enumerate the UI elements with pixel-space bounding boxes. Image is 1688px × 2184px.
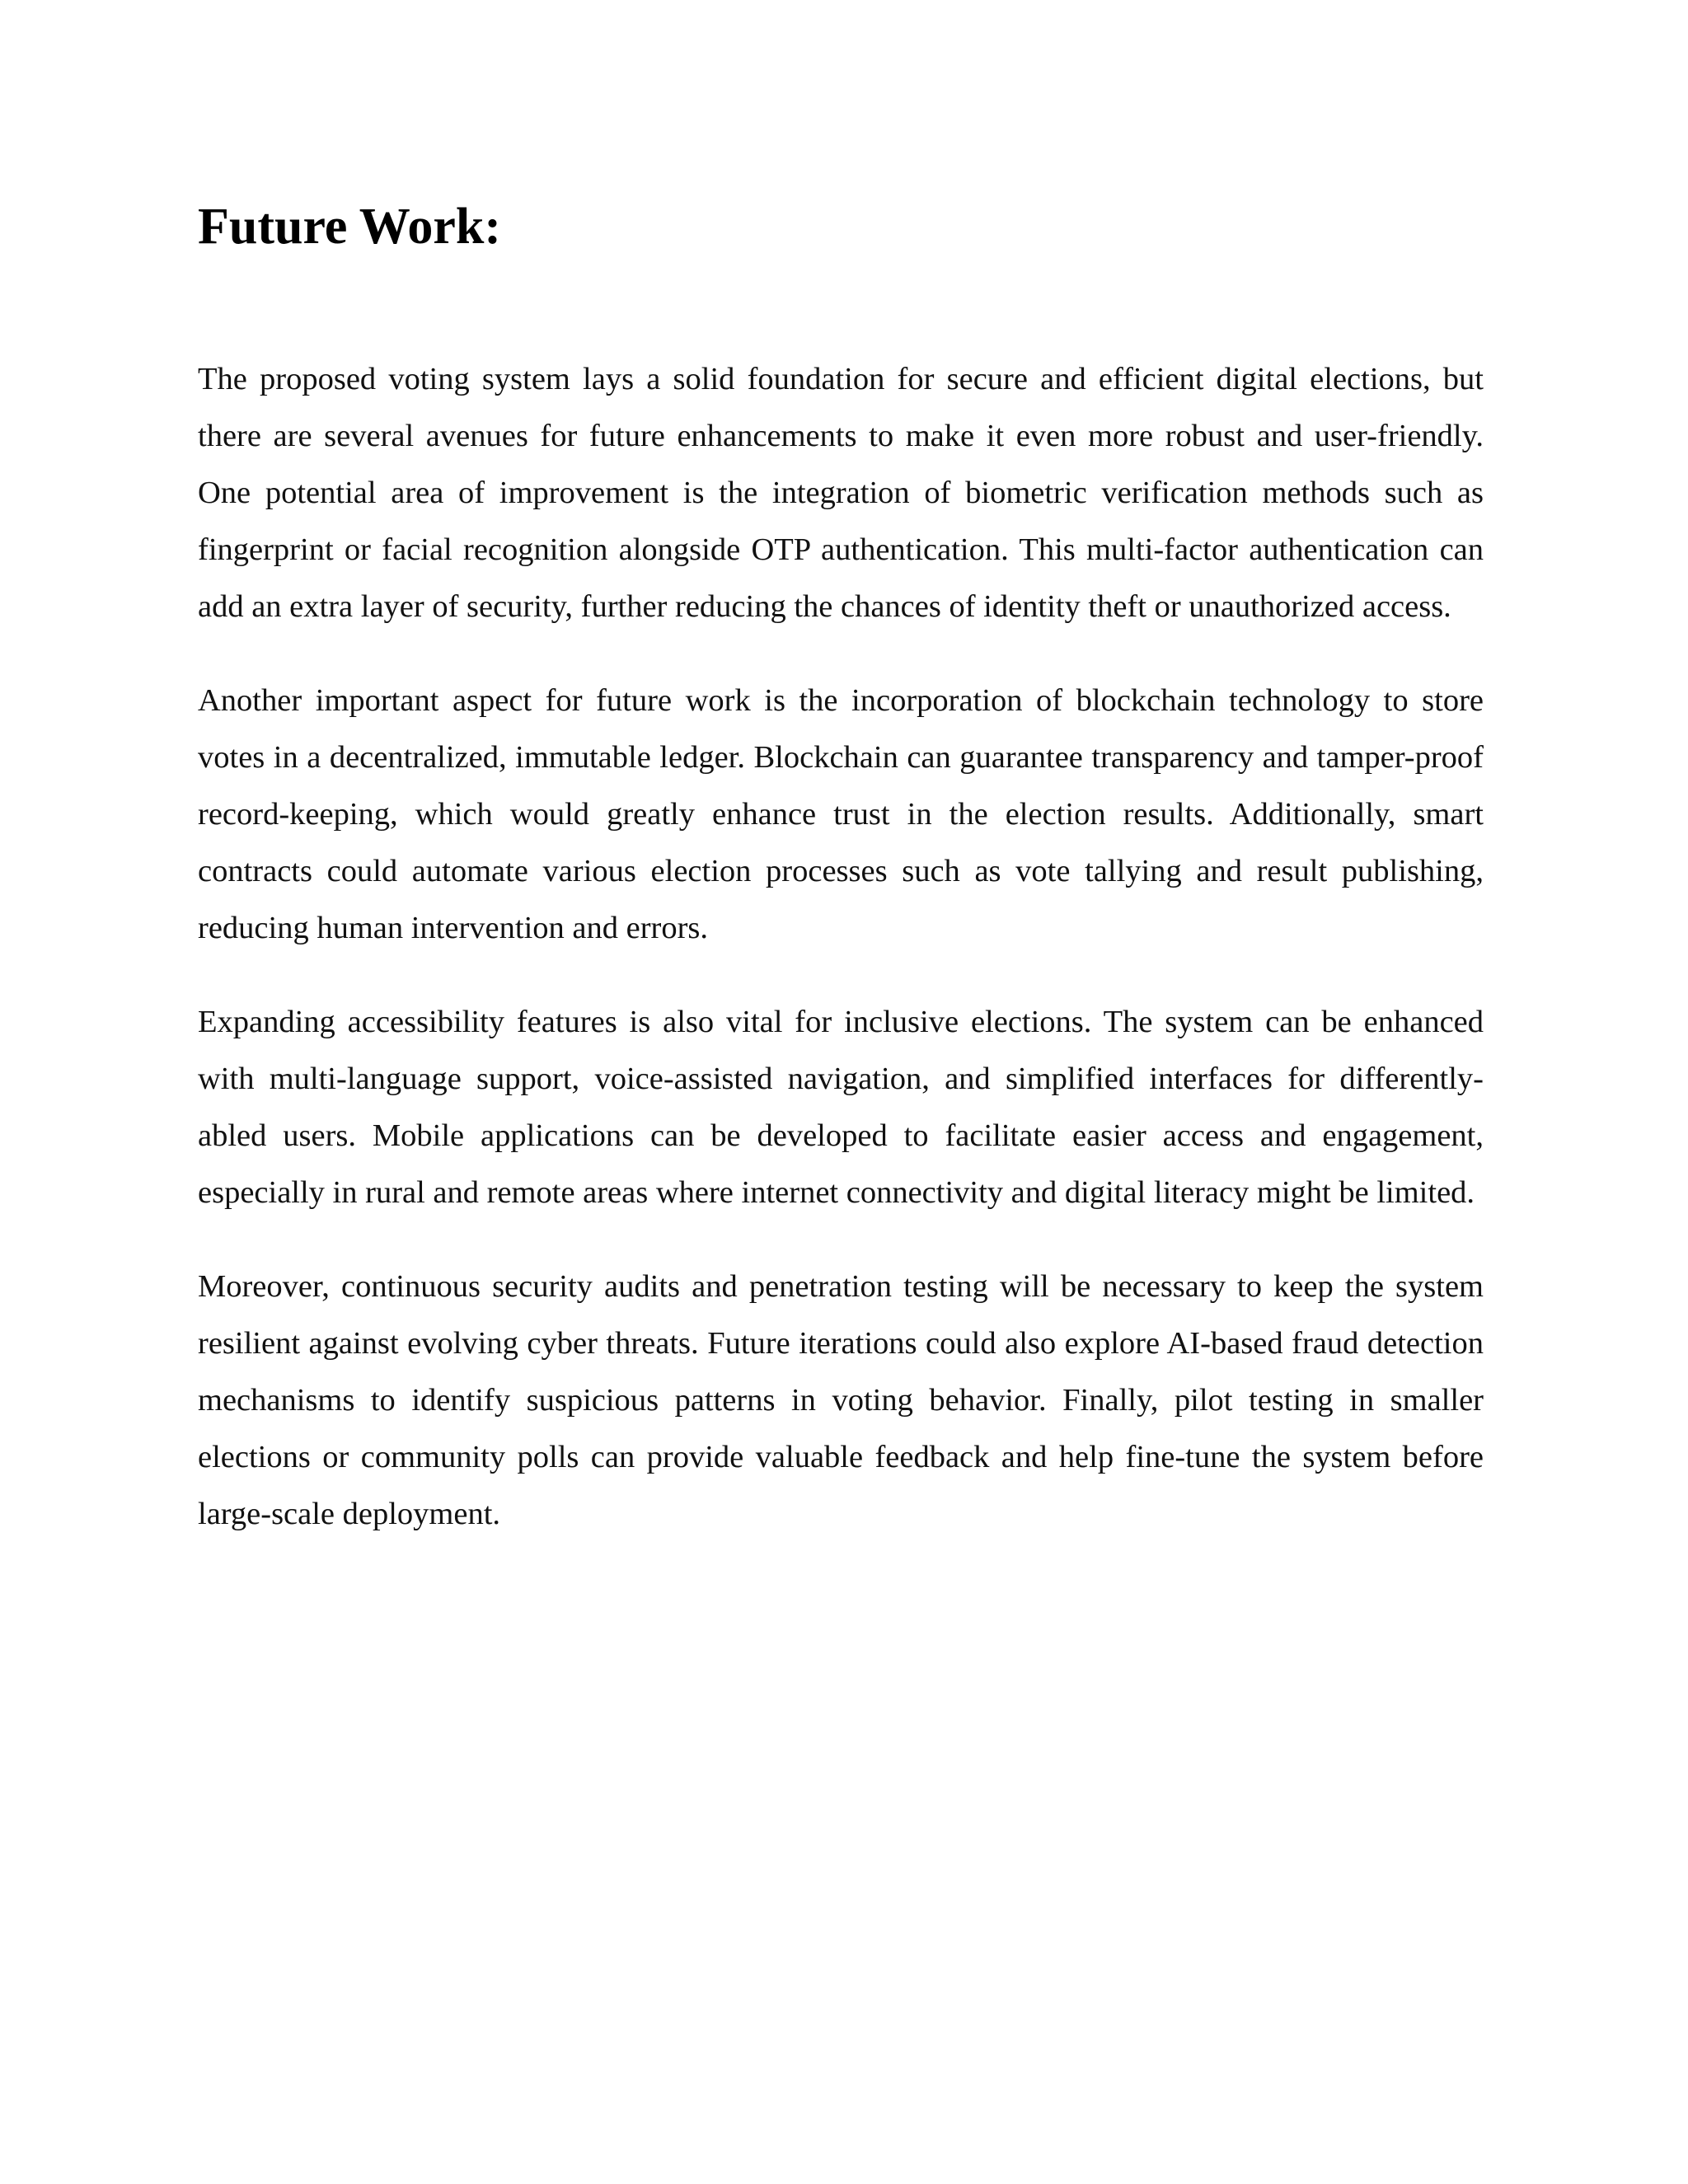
paragraph-security-audits: Moreover, continuous security audits and penetration testing will be necessary to keep the system resilient against evolving cyber threats. Future iterations could also explore AI-based fraud detection mechanisms to identify suspicious patterns in voting behavior. Finally, pilot testing in smaller elections or community polls can provide valuable feedback and help fine-tune the system before large-scale deployment. [198, 1269, 1484, 1531]
paragraph-biometric: The proposed voting system lays a solid foundation for secure and efficient digital elections, but there are several avenues for future enhancements to make it even more robust and user-friendly. One potential area of improvement is the integration of biometric verification methods such as fingerprint or facial recognition alongside OTP authentication. This multi-factor authentication can add an extra layer of security, further reducing the chances of identity theft or unauthorized access. [198, 362, 1484, 624]
paragraph-blockchain: Another important aspect for future work is the incorporation of blockchain technology to store votes in a decentralized, immutable ledger. Blockchain can guarantee transparency and tamper-proof record-keeping, which would greatly enhance trust in the election results. Additionally, smart contracts could automate various election processes such as vote tallying and result publishing, reducing human intervention and errors. [198, 683, 1484, 945]
document-content [198, 191, 1484, 1580]
paragraph-accessibility: Expanding accessibility features is also vital for inclusive elections. The system can be enhanced with multi-language support, voice-assisted navigation, and simplified interfaces for differently-abled users. Mobile applications can be developed to facilitate easier access and engagement, especially in rural and remote areas where internet connectivity and digital literacy might be limited. [198, 1005, 1484, 1210]
page-title: Future Work: [198, 199, 502, 255]
